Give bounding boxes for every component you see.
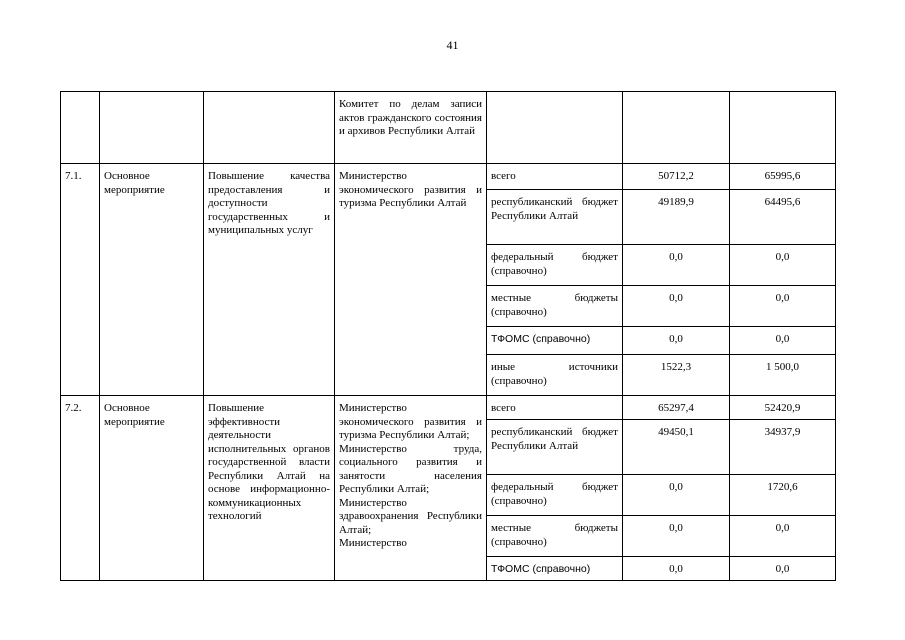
cell-value-2 (730, 92, 836, 164)
cell-type: Основное мероприятие (100, 396, 204, 581)
cell-source: республиканский бюджет Республики Алтай (487, 190, 623, 245)
cell-type (100, 92, 204, 164)
cell-executor: Комитет по делам записи актов гражданского состояния и архивов Республики Алтай (335, 92, 487, 164)
cell-value-2: 0,0 (730, 557, 836, 581)
cell-value-1: 0,0 (623, 327, 730, 355)
cell-name: Повышение качества предоставления и доступности государственных и муниципальных услуг (204, 164, 335, 396)
cell-value-1: 0,0 (623, 516, 730, 557)
cell-value-2: 65995,6 (730, 164, 836, 190)
cell-value-2: 64495,6 (730, 190, 836, 245)
cell-value-2: 0,0 (730, 286, 836, 327)
cell-source: всего (487, 396, 623, 420)
cell-value-1: 0,0 (623, 286, 730, 327)
cell-value-2: 34937,9 (730, 420, 836, 475)
cell-executor (335, 396, 487, 581)
executor-line: Министерство труда, социального развития и занятости населения Республики Алтай; (339, 442, 482, 495)
table-row (61, 164, 836, 190)
cell-source: ТФОМС (справочно) (487, 557, 623, 581)
cell-value-1: 50712,2 (623, 164, 730, 190)
executor-line: Министерство экономического развития и туризма Республики Алтай; (339, 402, 482, 441)
budget-table (60, 91, 836, 581)
cell-value-2: 0,0 (730, 516, 836, 557)
cell-source: федеральный бюджет (справочно) (487, 475, 623, 516)
cell-value-2: 0,0 (730, 245, 836, 286)
cell-value-1: 49450,1 (623, 420, 730, 475)
cell-source: всего (487, 164, 623, 190)
cell-type: Основное мероприятие (100, 164, 204, 396)
executor-line: Министерство (339, 537, 407, 549)
cell-value-2: 1720,6 (730, 475, 836, 516)
executor-line: Министерство экономического развития и туризма Республики Алтай (339, 170, 482, 209)
cell-value-2: 52420,9 (730, 396, 836, 420)
cell-source: иные источники (справочно) (487, 355, 623, 396)
cell-source: местные бюджеты (справочно) (487, 516, 623, 557)
cell-value-1: 0,0 (623, 475, 730, 516)
cell-source: местные бюджеты (справочно) (487, 286, 623, 327)
cell-num: 7.1. (61, 164, 100, 396)
cell-num: 7.2. (61, 396, 100, 581)
cell-source: республиканский бюджет Республики Алтай (487, 420, 623, 475)
cell-source: федеральный бюджет (справочно) (487, 245, 623, 286)
executor-line: Министерство здравоохранения Республики Алтай; (339, 496, 482, 536)
cell-source (487, 92, 623, 164)
cell-source: ТФОМС (справочно) (487, 327, 623, 355)
page-number: 41 (446, 38, 459, 52)
cell-value-1: 0,0 (623, 557, 730, 581)
cell-value-1: 49189,9 (623, 190, 730, 245)
cell-value-1: 1522,3 (623, 355, 730, 396)
cell-value-1: 0,0 (623, 245, 730, 286)
cell-num (61, 92, 100, 164)
cell-value-1 (623, 92, 730, 164)
cell-executor (335, 164, 487, 396)
cell-value-2: 0,0 (730, 327, 836, 355)
table-row-continuation (61, 92, 836, 164)
cell-value-2: 1 500,0 (730, 355, 836, 396)
cell-name (204, 92, 335, 164)
cell-name: Повышение эффективности деятельности исполнительных органов государственной власти Республики Алтай на основе информационно-коммуникационных технологий (204, 396, 335, 581)
table-row (61, 396, 836, 420)
cell-value-1: 65297,4 (623, 396, 730, 420)
